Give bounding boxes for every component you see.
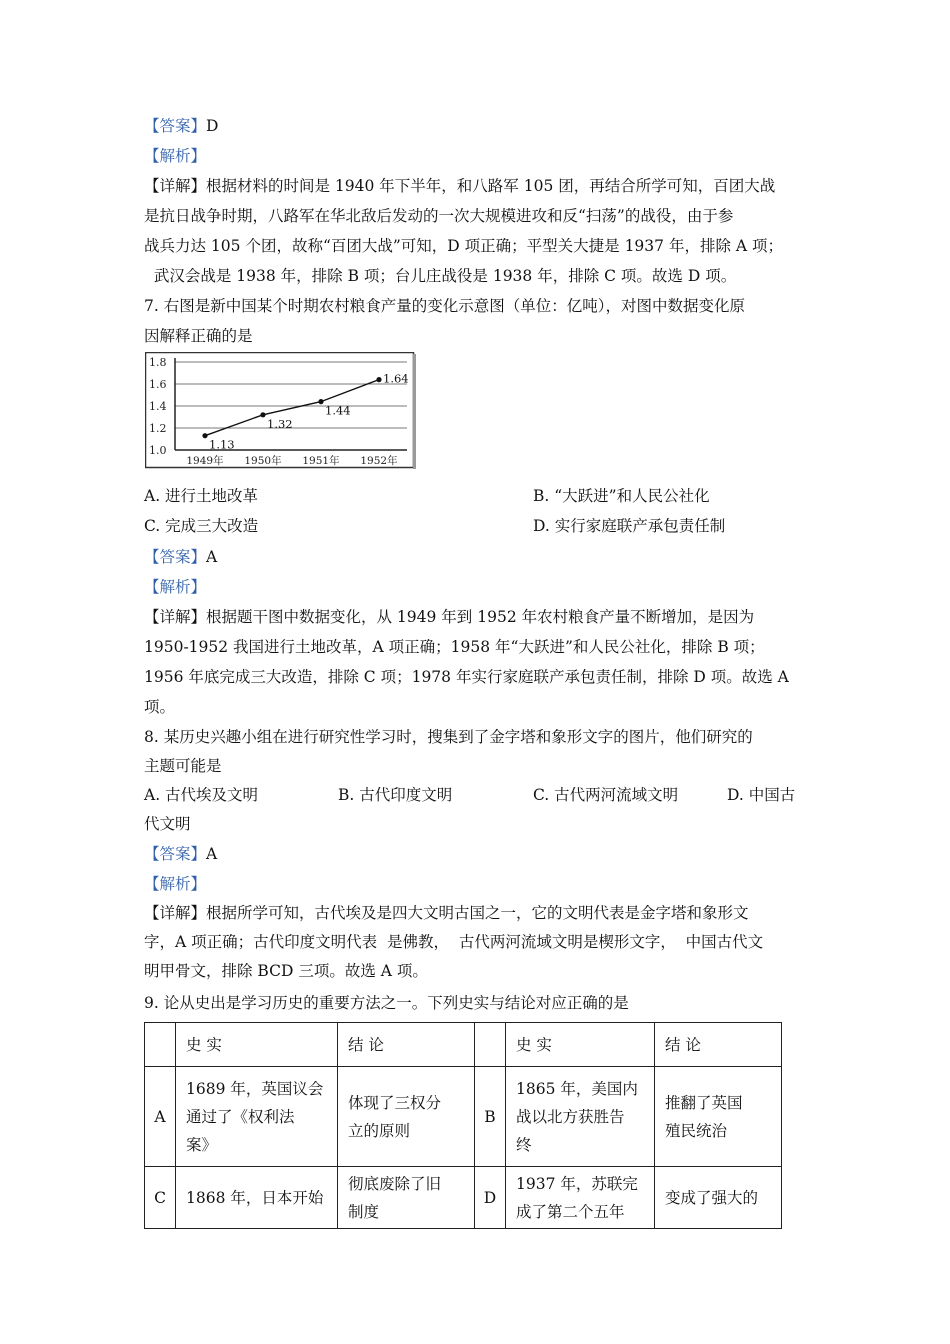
y-tick-label: 1.8 — [149, 356, 167, 369]
fact-cell — [176, 1067, 338, 1167]
cell-line: 推翻了英国 — [665, 1093, 743, 1112]
table-row — [145, 1167, 782, 1229]
cell-line: 1868 年，日本开始 — [186, 1188, 324, 1207]
option-label: C — [145, 1167, 176, 1229]
y-tick-label: 1.6 — [149, 378, 167, 391]
q7-stem-line: 7. 右图是新中国某个时期农村粮食产量的变化示意图（单位：亿吨），对图中数据变化原 — [144, 297, 745, 315]
data-point — [260, 412, 265, 417]
q7-option-a[interactable]: A. 进行土地改革 — [144, 487, 259, 505]
fact-cell — [506, 1167, 655, 1229]
answer-tag: 【答案】 — [144, 548, 207, 566]
q8-detail-line: 字，A 项正确；古代印度文明代表 是佛教， 古代两河流域文明是楔形文字， 中国古代文 — [144, 933, 764, 951]
q7-stem-line: 因解释正确的是 — [144, 327, 253, 345]
q8-detail-line: 明甲骨文，排除 BCD 三项。故选 A 项。 — [144, 962, 428, 980]
table-header-row — [145, 1023, 782, 1067]
q7-option-b[interactable]: B. “大跃进”和人民公社化 — [533, 487, 710, 505]
answer-value: D — [206, 117, 219, 135]
grain-output-chart — [145, 352, 417, 470]
x-tick-label: 1950年 — [244, 455, 282, 467]
y-tick-label: 1.0 — [149, 444, 167, 457]
x-tick-label: 1951年 — [302, 455, 340, 467]
table-corner-cell — [145, 1023, 176, 1067]
option-label: B — [475, 1067, 506, 1167]
x-tick-label: 1952年 — [360, 455, 398, 467]
answer-value: A — [206, 548, 218, 566]
y-tick-label: 1.4 — [149, 400, 167, 413]
q7-answer-line — [144, 542, 217, 572]
cell-line: 体现了三权分 — [348, 1093, 442, 1112]
q7-option-c[interactable]: C. 完成三大改造 — [144, 517, 259, 535]
q8-analysis-tag: 【解析】 — [144, 875, 207, 893]
q6-detail-line: 【详解】根据材料的时间是 1940 年下半年，和八路军 105 团，再结合所学可知，百团大战 — [144, 177, 776, 195]
q7-detail-line: 项。 — [144, 698, 176, 716]
cell-line: 案》 — [186, 1135, 218, 1154]
data-point — [376, 377, 381, 382]
cell-line: 通过了《权利法 — [186, 1107, 295, 1126]
table-row — [145, 1067, 782, 1167]
q8-option-a[interactable]: A. 古代埃及文明 — [144, 786, 259, 804]
q7-analysis-tag: 【解析】 — [144, 578, 207, 596]
cell-line: 变成了强大的 — [665, 1188, 759, 1207]
q8-detail-line: 【详解】根据所学可知，古代埃及是四大文明古国之一，它的文明代表是金字塔和象形文 — [144, 904, 749, 922]
fact-cell — [506, 1067, 655, 1167]
q8-option-c[interactable]: C. 古代两河流域文明 — [533, 786, 679, 804]
fact-cell — [176, 1167, 338, 1229]
table-corner-cell — [475, 1023, 506, 1067]
cell-line: 彻底废除了旧 — [348, 1174, 442, 1193]
q6-detail-line: 战兵力达 105 个团，故称“百团大战”可知，D 项正确；平型关大捷是 1937 年，排除 A 项； — [144, 237, 783, 255]
x-tick-label: 1949年 — [186, 455, 224, 467]
cell-line: 1937 年，苏联完 — [516, 1174, 638, 1193]
conclusion-cell — [338, 1067, 475, 1167]
q9-stem: 9. 论从史出是学习历史的重要方法之一。下列史实与结论对应正确的是 — [144, 994, 629, 1012]
conclusion-cell — [655, 1167, 782, 1229]
q7-detail-line: 1950-1952 我国进行土地改革，A 项正确；1958 年“大跃进”和人民公社化，排除 B 项； — [144, 638, 765, 656]
data-label: 1.32 — [267, 416, 293, 431]
q8-option-d-continued: 代文明 — [144, 815, 191, 833]
y-tick-label: 1.2 — [149, 422, 167, 435]
q6-detail-line: 武汉会战是 1938 年，排除 B 项；台儿庄战役是 1938 年，排除 C 项。故选 D 项。 — [144, 267, 737, 285]
chart-svg — [145, 352, 417, 470]
q7-detail-line: 1956 年底完成三大改造，排除 C 项；1978 年实行家庭联产承包责任制，排除 D 项。故选 A — [144, 668, 789, 686]
table-header-fact: 史 实 — [506, 1023, 655, 1067]
cell-line: 终 — [516, 1135, 532, 1154]
q7-detail-line: 【详解】根据题干图中数据变化，从 1949 年到 1952 年农村粮食产量不断增加，是因为 — [144, 608, 755, 626]
cell-line: 1689 年，英国议会 — [186, 1079, 324, 1098]
answer-tag: 【答案】 — [144, 117, 207, 135]
option-label: A — [145, 1067, 176, 1167]
cell-line: 殖民统治 — [665, 1121, 728, 1140]
q9-table — [144, 1022, 782, 1229]
q6-answer-line — [144, 111, 218, 141]
cell-line: 成了第二个五年 — [516, 1202, 625, 1221]
q6-detail-line: 是抗日战争时期，八路军在华北敌后发动的一次大规模进攻和反“扫荡”的战役，由于参 — [144, 207, 734, 225]
chart-frame-shadow — [413, 354, 416, 469]
cell-line: 战以北方获胜告 — [516, 1107, 625, 1126]
cell-line: 制度 — [348, 1202, 380, 1221]
table-header-fact: 史 实 — [176, 1023, 338, 1067]
cell-line: 立的原则 — [348, 1121, 411, 1140]
table-header-conclusion: 结 论 — [338, 1023, 475, 1067]
q8-stem-line: 8. 某历史兴趣小组在进行研究性学习时，搜集到了金字塔和象形文字的图片，他们研究的 — [144, 728, 753, 746]
q8-stem-line: 主题可能是 — [144, 757, 222, 775]
data-point — [202, 433, 207, 438]
q6-analysis-tag: 【解析】 — [144, 147, 207, 165]
answer-tag: 【答案】 — [144, 845, 207, 863]
conclusion-cell — [655, 1067, 782, 1167]
cell-line: 1865 年，美国内 — [516, 1079, 638, 1098]
table-header-conclusion: 结 论 — [655, 1023, 782, 1067]
q7-option-d[interactable]: D. 实行家庭联产承包责任制 — [533, 517, 726, 535]
data-point — [318, 399, 323, 404]
data-label: 1.44 — [325, 403, 351, 418]
answer-value: A — [206, 845, 218, 863]
q8-option-d[interactable]: D. 中国古 — [727, 786, 796, 804]
conclusion-cell — [338, 1167, 475, 1229]
option-label: D — [475, 1167, 506, 1229]
data-label: 1.13 — [209, 437, 235, 452]
q8-option-b[interactable]: B. 古代印度文明 — [338, 786, 453, 804]
q8-answer-line — [144, 839, 217, 869]
data-label: 1.64 — [383, 371, 409, 386]
